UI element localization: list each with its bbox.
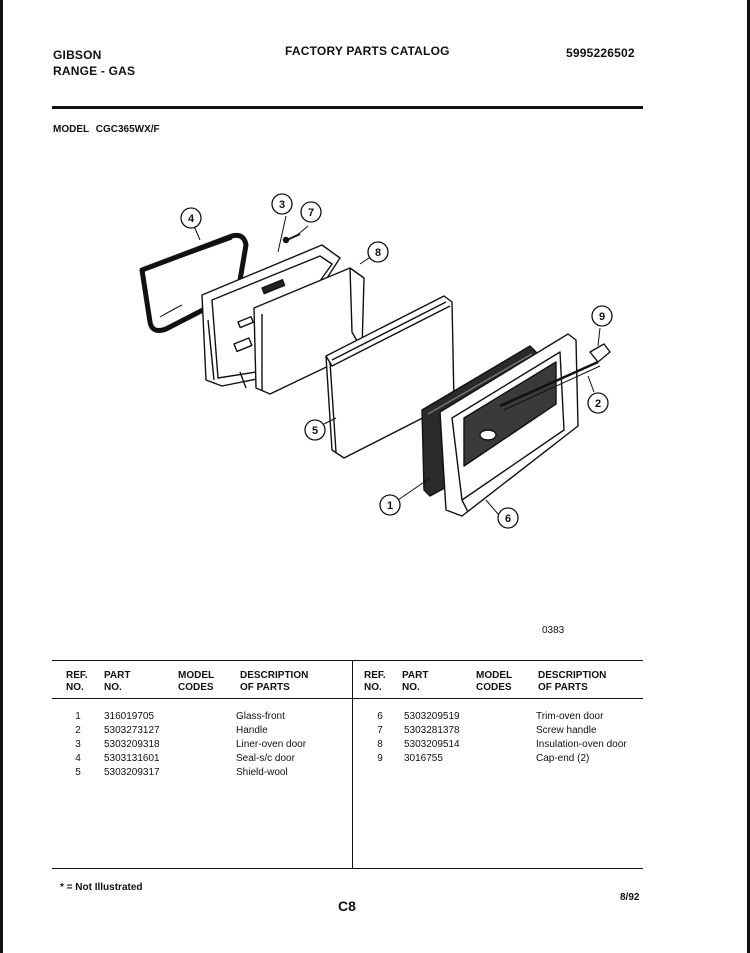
svg-text:2: 2 — [594, 398, 602, 410]
callout-5 — [305, 420, 325, 440]
callout-8 — [368, 242, 388, 262]
end-cap-part — [590, 344, 610, 362]
revision-date: 8/92 — [620, 892, 640, 903]
left-model-header: MODEL CODES — [178, 670, 215, 693]
catalog-title: FACTORY PARTS CATALOG — [285, 44, 450, 58]
table-bottom-rule — [52, 868, 643, 869]
callout-6 — [498, 508, 518, 528]
drawing-id: 0383 — [542, 625, 565, 636]
svg-text:9: 9 — [598, 311, 606, 323]
svg-text:7: 7 — [307, 207, 315, 219]
callout-9 — [592, 306, 612, 326]
page-number: C8 — [338, 898, 356, 914]
right-desc-header: DESCRIPTION OF PARTS — [538, 670, 607, 693]
svg-text:8: 8 — [374, 247, 382, 259]
right-ref-header: REF. NO. — [364, 670, 386, 693]
callout-1 — [380, 495, 400, 515]
catalog-number: 5995226502 — [566, 46, 635, 60]
callout-7 — [301, 202, 321, 222]
svg-text:1: 1 — [386, 500, 394, 512]
left-desc-header: DESCRIPTION OF PARTS — [240, 670, 309, 693]
svg-text:4: 4 — [187, 213, 195, 225]
product-type: RANGE - GAS — [53, 64, 136, 78]
brand-name: GIBSON — [53, 48, 102, 62]
right-model-header: MODEL CODES — [476, 670, 513, 693]
callout-4 — [181, 208, 201, 228]
left-ref-header: REF. NO. — [66, 670, 88, 693]
right-part-header: PART NO. — [402, 670, 429, 693]
table-divider — [352, 660, 353, 868]
callout-3 — [272, 194, 292, 214]
svg-text:3: 3 — [278, 199, 286, 211]
table-top-rule — [52, 660, 643, 661]
svg-text:5: 5 — [311, 425, 319, 437]
model-label: MODEL — [53, 124, 89, 135]
left-part-header: PART NO. — [104, 670, 131, 693]
svg-text:6: 6 — [504, 513, 512, 525]
not-illustrated-note: * = Not Illustrated — [60, 882, 143, 893]
table-header-rule — [52, 698, 643, 699]
model-number: CGC365WX/F — [95, 124, 160, 135]
callout-2 — [588, 393, 608, 413]
